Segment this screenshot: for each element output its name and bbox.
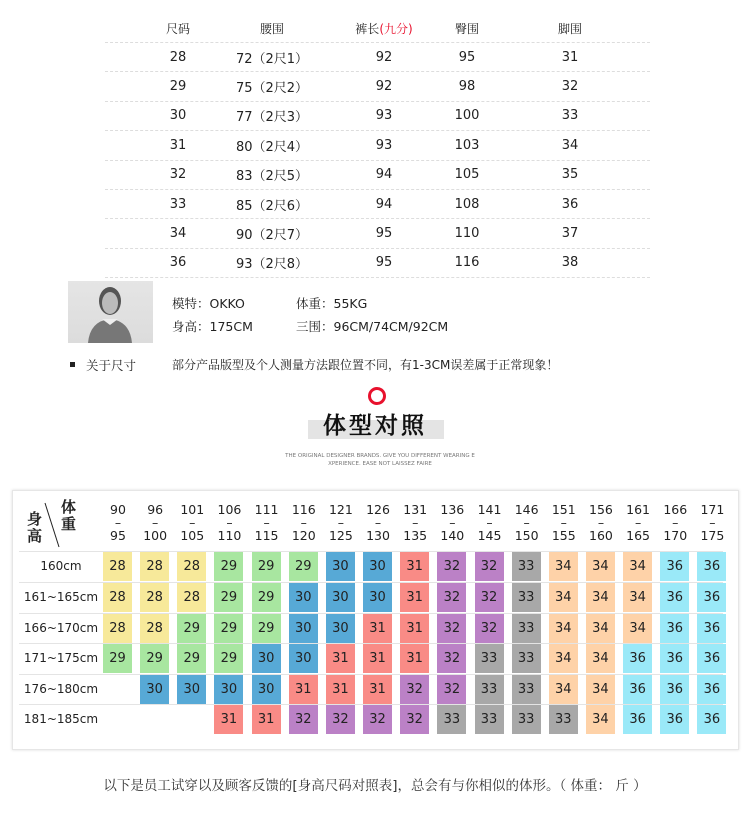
table-cell: 105	[454, 167, 480, 183]
weight-max: 165	[626, 528, 651, 543]
weight-max: 110	[217, 528, 242, 543]
model-measurements: 三围：96CM/74CM/92CM	[296, 319, 449, 334]
table-cell: 103	[454, 137, 480, 153]
table-cell: 80（2尺4）	[235, 139, 309, 155]
table-cell: 92	[375, 49, 393, 65]
weight-max: 175	[700, 528, 725, 543]
table-cell: 92	[375, 79, 393, 95]
table-cell: 95	[375, 255, 393, 271]
weight-max: 100	[143, 528, 168, 543]
weight-max: 160	[589, 528, 613, 543]
size-cell: 32	[363, 705, 392, 734]
table-cell: 32	[169, 167, 187, 183]
size-cell: 31	[400, 614, 429, 643]
size-cell: 29	[177, 614, 206, 643]
weight-min: 90	[110, 502, 126, 517]
weight-range-header	[657, 503, 693, 542]
table-cell: 98	[458, 79, 476, 95]
table-cell: 108	[454, 196, 480, 212]
size-cell: 33	[512, 675, 541, 704]
size-cell: 29	[289, 552, 318, 581]
section-title: 体型对照	[323, 413, 427, 439]
size-cell: 32	[437, 552, 466, 581]
range-dash: –	[263, 515, 270, 530]
size-cell: 36	[623, 705, 652, 734]
circle-icon	[368, 387, 386, 405]
column-header: 臀围	[454, 21, 480, 36]
table-row	[105, 219, 650, 248]
table-cell: 95	[375, 226, 393, 242]
size-cell: 31	[400, 644, 429, 673]
table-cell: 36	[169, 255, 187, 271]
weight-range-header	[509, 503, 545, 542]
size-cell: 36	[623, 644, 652, 673]
size-cell: 36	[660, 552, 689, 581]
size-cell: 29	[214, 644, 243, 673]
size-cell: 36	[660, 705, 689, 734]
size-cell: 32	[400, 675, 429, 704]
size-cell: 31	[400, 583, 429, 612]
size-cell: 34	[623, 552, 652, 581]
bullet-icon	[70, 362, 75, 367]
weight-range-header	[286, 503, 322, 542]
size-cell: 30	[326, 583, 355, 612]
height-range-label: 176~180cm	[23, 682, 99, 696]
size-cell: 32	[437, 644, 466, 673]
size-cell: 29	[103, 644, 132, 673]
size-cell: 30	[214, 675, 243, 704]
size-cell: 36	[697, 705, 726, 734]
size-cell: 32	[475, 583, 504, 612]
size-cell: 31	[363, 644, 392, 673]
table-cell: 83（2尺5）	[235, 169, 309, 185]
column-header: 腰围	[259, 21, 285, 36]
range-dash: –	[152, 515, 159, 530]
size-cell: 31	[400, 552, 429, 581]
size-cell: 33	[475, 705, 504, 734]
weight-max: 115	[254, 528, 279, 543]
size-cell: 36	[623, 675, 652, 704]
size-cell: 28	[140, 552, 169, 581]
size-cell: 36	[660, 583, 689, 612]
table-row	[105, 190, 650, 219]
corner-weight-label: 体重	[61, 498, 77, 533]
height-range-label: 161~165cm	[23, 590, 99, 604]
corner-diagonal	[43, 501, 63, 549]
weight-min: 136	[440, 502, 465, 517]
size-cell: 32	[400, 705, 429, 734]
weight-min: 151	[551, 502, 576, 517]
size-cell: 30	[252, 644, 281, 673]
size-cell: 30	[177, 675, 206, 704]
table-row	[105, 102, 650, 131]
weight-range-header	[174, 503, 210, 542]
weight-min: 116	[291, 502, 316, 517]
footer-note: 以下是员工试穿以及顾客反馈的[身高尺码对照表]，总会有与你相似的体形。（ 体重： 斤 ）	[103, 778, 647, 794]
size-cell: 28	[177, 552, 206, 581]
range-dash: –	[300, 515, 307, 530]
table-cell: 37	[561, 226, 579, 242]
table-cell: 30	[169, 108, 187, 124]
weight-min: 126	[366, 502, 390, 517]
table-cell: 28	[169, 49, 187, 65]
weight-range-header	[360, 503, 396, 542]
section-subtitle	[260, 452, 500, 468]
weight-range-header	[211, 503, 247, 542]
range-dash: –	[226, 515, 233, 530]
table-cell: 35	[561, 167, 579, 183]
size-cell: 30	[289, 614, 318, 643]
size-cell: 32	[437, 675, 466, 704]
table-cell: 94	[375, 167, 393, 183]
weight-max: 135	[403, 528, 428, 543]
weight-max: 155	[551, 528, 576, 543]
size-cell: 30	[252, 675, 281, 704]
weight-max: 170	[663, 528, 688, 543]
table-cell: 31	[169, 137, 187, 153]
table-cell: 93	[375, 108, 393, 124]
size-cell: 34	[586, 644, 615, 673]
weight-min: 141	[477, 502, 502, 517]
range-dash: –	[114, 515, 122, 530]
size-cell: 32	[475, 614, 504, 643]
column-header: 尺码	[165, 21, 191, 36]
size-cell: 31	[363, 614, 392, 643]
column-header-length	[355, 20, 412, 37]
height-range-label: 171~175cm	[23, 651, 99, 665]
size-cell: 30	[326, 552, 355, 581]
size-cell: 32	[289, 705, 318, 734]
about-size-note: 部分产品版型及个人测量方法跟位置不同，有1-3CM误差属于正常现象！	[172, 358, 559, 372]
weight-range-header	[100, 503, 136, 542]
table-row	[105, 249, 650, 278]
length-label: 裤长	[355, 21, 380, 36]
weight-max: 95	[110, 528, 126, 543]
size-cell: 31	[252, 705, 281, 734]
weight-min: 131	[403, 502, 428, 517]
size-table	[105, 14, 650, 278]
size-cell: 33	[512, 552, 541, 581]
model-height: 身高：175CM	[172, 319, 253, 334]
height-range-label: 160cm	[40, 559, 82, 573]
range-dash: –	[374, 515, 382, 530]
length-note: (九分)	[379, 21, 413, 36]
size-cell: 33	[475, 644, 504, 673]
size-cell: 34	[586, 583, 615, 612]
table-cell: 85（2尺6）	[235, 198, 309, 214]
weight-min: 96	[147, 502, 164, 517]
size-cell: 28	[103, 614, 132, 643]
size-cell: 29	[252, 552, 281, 581]
size-cell: 33	[512, 614, 541, 643]
table-cell: 34	[561, 137, 579, 153]
size-cell: 32	[475, 552, 504, 581]
range-dash: –	[337, 515, 345, 530]
size-cell: 29	[214, 552, 243, 581]
weight-range-header	[620, 503, 656, 542]
model-weight: 体重：55KG	[296, 296, 368, 311]
weight-min: 161	[626, 502, 651, 517]
size-cell: 36	[660, 675, 689, 704]
size-cell: 34	[549, 552, 578, 581]
table-cell: 33	[169, 196, 187, 212]
size-cell: 30	[326, 614, 355, 643]
about-size-label: 关于尺寸	[86, 358, 137, 373]
size-cell: 34	[586, 552, 615, 581]
weight-max: 120	[291, 528, 316, 543]
table-row	[105, 131, 650, 160]
weight-range-header	[583, 503, 619, 542]
table-cell: 94	[375, 196, 393, 212]
range-dash: –	[412, 515, 419, 530]
size-cell: 36	[697, 644, 726, 673]
model-photo	[68, 281, 153, 343]
size-cell: 29	[252, 583, 281, 612]
size-cell: 36	[697, 552, 726, 581]
table-cell: 93	[375, 137, 393, 153]
body-size-grid	[12, 490, 739, 750]
model-name: 模特：OKKO	[172, 296, 245, 311]
corner-height-label: 身高	[27, 510, 43, 545]
weight-max: 140	[440, 528, 465, 543]
range-dash: –	[709, 515, 716, 530]
size-cell: 29	[177, 644, 206, 673]
size-cell: 36	[697, 583, 726, 612]
size-cell: 28	[140, 583, 169, 612]
size-cell: 36	[697, 614, 726, 643]
size-cell: 34	[549, 583, 578, 612]
range-dash: –	[523, 515, 530, 530]
subtitle-line-2: XPERIENCE. EASE NOT LAISSEZ FAIRE	[328, 461, 432, 467]
weight-range-header	[472, 503, 508, 542]
size-cell: 33	[437, 705, 466, 734]
range-dash: –	[560, 515, 567, 530]
size-cell: 28	[140, 614, 169, 643]
table-cell: 77（2尺3）	[235, 110, 309, 126]
size-cell: 31	[214, 705, 243, 734]
size-cell: 29	[140, 644, 169, 673]
size-cell: 34	[549, 675, 578, 704]
weight-max: 125	[328, 528, 353, 543]
size-cell: 34	[586, 705, 615, 734]
table-cell: 33	[561, 108, 579, 124]
range-dash: –	[449, 515, 456, 530]
height-range-label: 166~170cm	[23, 621, 99, 635]
table-cell: 116	[454, 255, 480, 271]
size-cell: 29	[214, 583, 243, 612]
size-cell: 33	[512, 644, 541, 673]
size-cell: 34	[623, 614, 652, 643]
table-cell: 38	[561, 255, 579, 271]
weight-min: 111	[254, 502, 279, 517]
size-cell: 30	[140, 675, 169, 704]
table-cell: 90（2尺7）	[235, 228, 309, 244]
weight-min: 146	[514, 502, 539, 517]
size-cell: 31	[289, 675, 318, 704]
range-dash: –	[634, 515, 642, 530]
size-cell: 30	[289, 644, 318, 673]
weight-range-header	[434, 503, 470, 542]
weight-max: 105	[180, 528, 205, 543]
size-cell: 28	[177, 583, 206, 612]
weight-min: 121	[328, 502, 353, 517]
size-cell: 29	[214, 614, 243, 643]
table-cell: 32	[561, 79, 579, 95]
weight-min: 101	[180, 502, 205, 517]
size-cell: 28	[103, 552, 132, 581]
size-cell: 34	[623, 583, 652, 612]
size-cell: 29	[252, 614, 281, 643]
weight-range-header	[694, 503, 730, 542]
height-range-label: 181~185cm	[23, 712, 99, 726]
size-cell: 30	[363, 583, 392, 612]
size-cell: 33	[512, 583, 541, 612]
size-cell: 34	[549, 614, 578, 643]
table-cell: 110	[454, 226, 480, 242]
size-cell: 32	[326, 705, 355, 734]
weight-range-header	[249, 503, 285, 542]
subtitle-line-1: THE ORIGINAL DESIGNER BRANDS. GIVE YOU DIFFERENT WEARING E	[285, 453, 475, 459]
table-row	[105, 161, 650, 190]
table-cell: 100	[454, 108, 480, 124]
table-cell: 75（2尺2）	[235, 81, 309, 97]
size-cell: 31	[363, 675, 392, 704]
size-cell: 34	[586, 675, 615, 704]
weight-max: 150	[514, 528, 539, 543]
weight-max: 130	[366, 528, 390, 543]
table-cell: 31	[561, 49, 579, 65]
weight-min: 166	[663, 502, 688, 517]
table-header	[105, 14, 650, 43]
table-cell: 29	[169, 79, 187, 95]
size-cell: 33	[512, 705, 541, 734]
table-cell: 36	[561, 196, 579, 212]
weight-range-header	[546, 503, 582, 542]
size-cell: 36	[697, 675, 726, 704]
size-cell: 32	[437, 583, 466, 612]
size-cell: 33	[549, 705, 578, 734]
weight-max: 145	[477, 528, 502, 543]
size-cell: 33	[475, 675, 504, 704]
weight-min: 106	[217, 502, 242, 517]
size-cell: 30	[363, 552, 392, 581]
table-cell: 34	[169, 226, 187, 242]
size-cell: 34	[549, 644, 578, 673]
size-cell: 36	[660, 644, 689, 673]
size-cell: 32	[437, 614, 466, 643]
table-cell: 72（2尺1）	[235, 51, 309, 67]
table-row	[105, 72, 650, 101]
range-dash: –	[672, 515, 679, 530]
range-dash: –	[597, 515, 605, 530]
range-dash: –	[486, 515, 493, 530]
column-header: 脚围	[557, 21, 583, 36]
weight-range-header	[397, 503, 433, 542]
size-cell: 30	[289, 583, 318, 612]
size-cell: 31	[326, 675, 355, 704]
table-cell: 95	[458, 49, 476, 65]
size-cell: 28	[103, 583, 132, 612]
range-dash: –	[189, 515, 196, 530]
size-cell: 34	[586, 614, 615, 643]
weight-range-header	[323, 503, 359, 542]
table-cell: 93（2尺8）	[235, 257, 309, 273]
table-row	[105, 43, 650, 72]
size-cell: 36	[660, 614, 689, 643]
weight-min: 171	[700, 502, 725, 517]
size-cell: 31	[326, 644, 355, 673]
weight-range-header	[137, 503, 173, 542]
weight-min: 156	[589, 502, 613, 517]
